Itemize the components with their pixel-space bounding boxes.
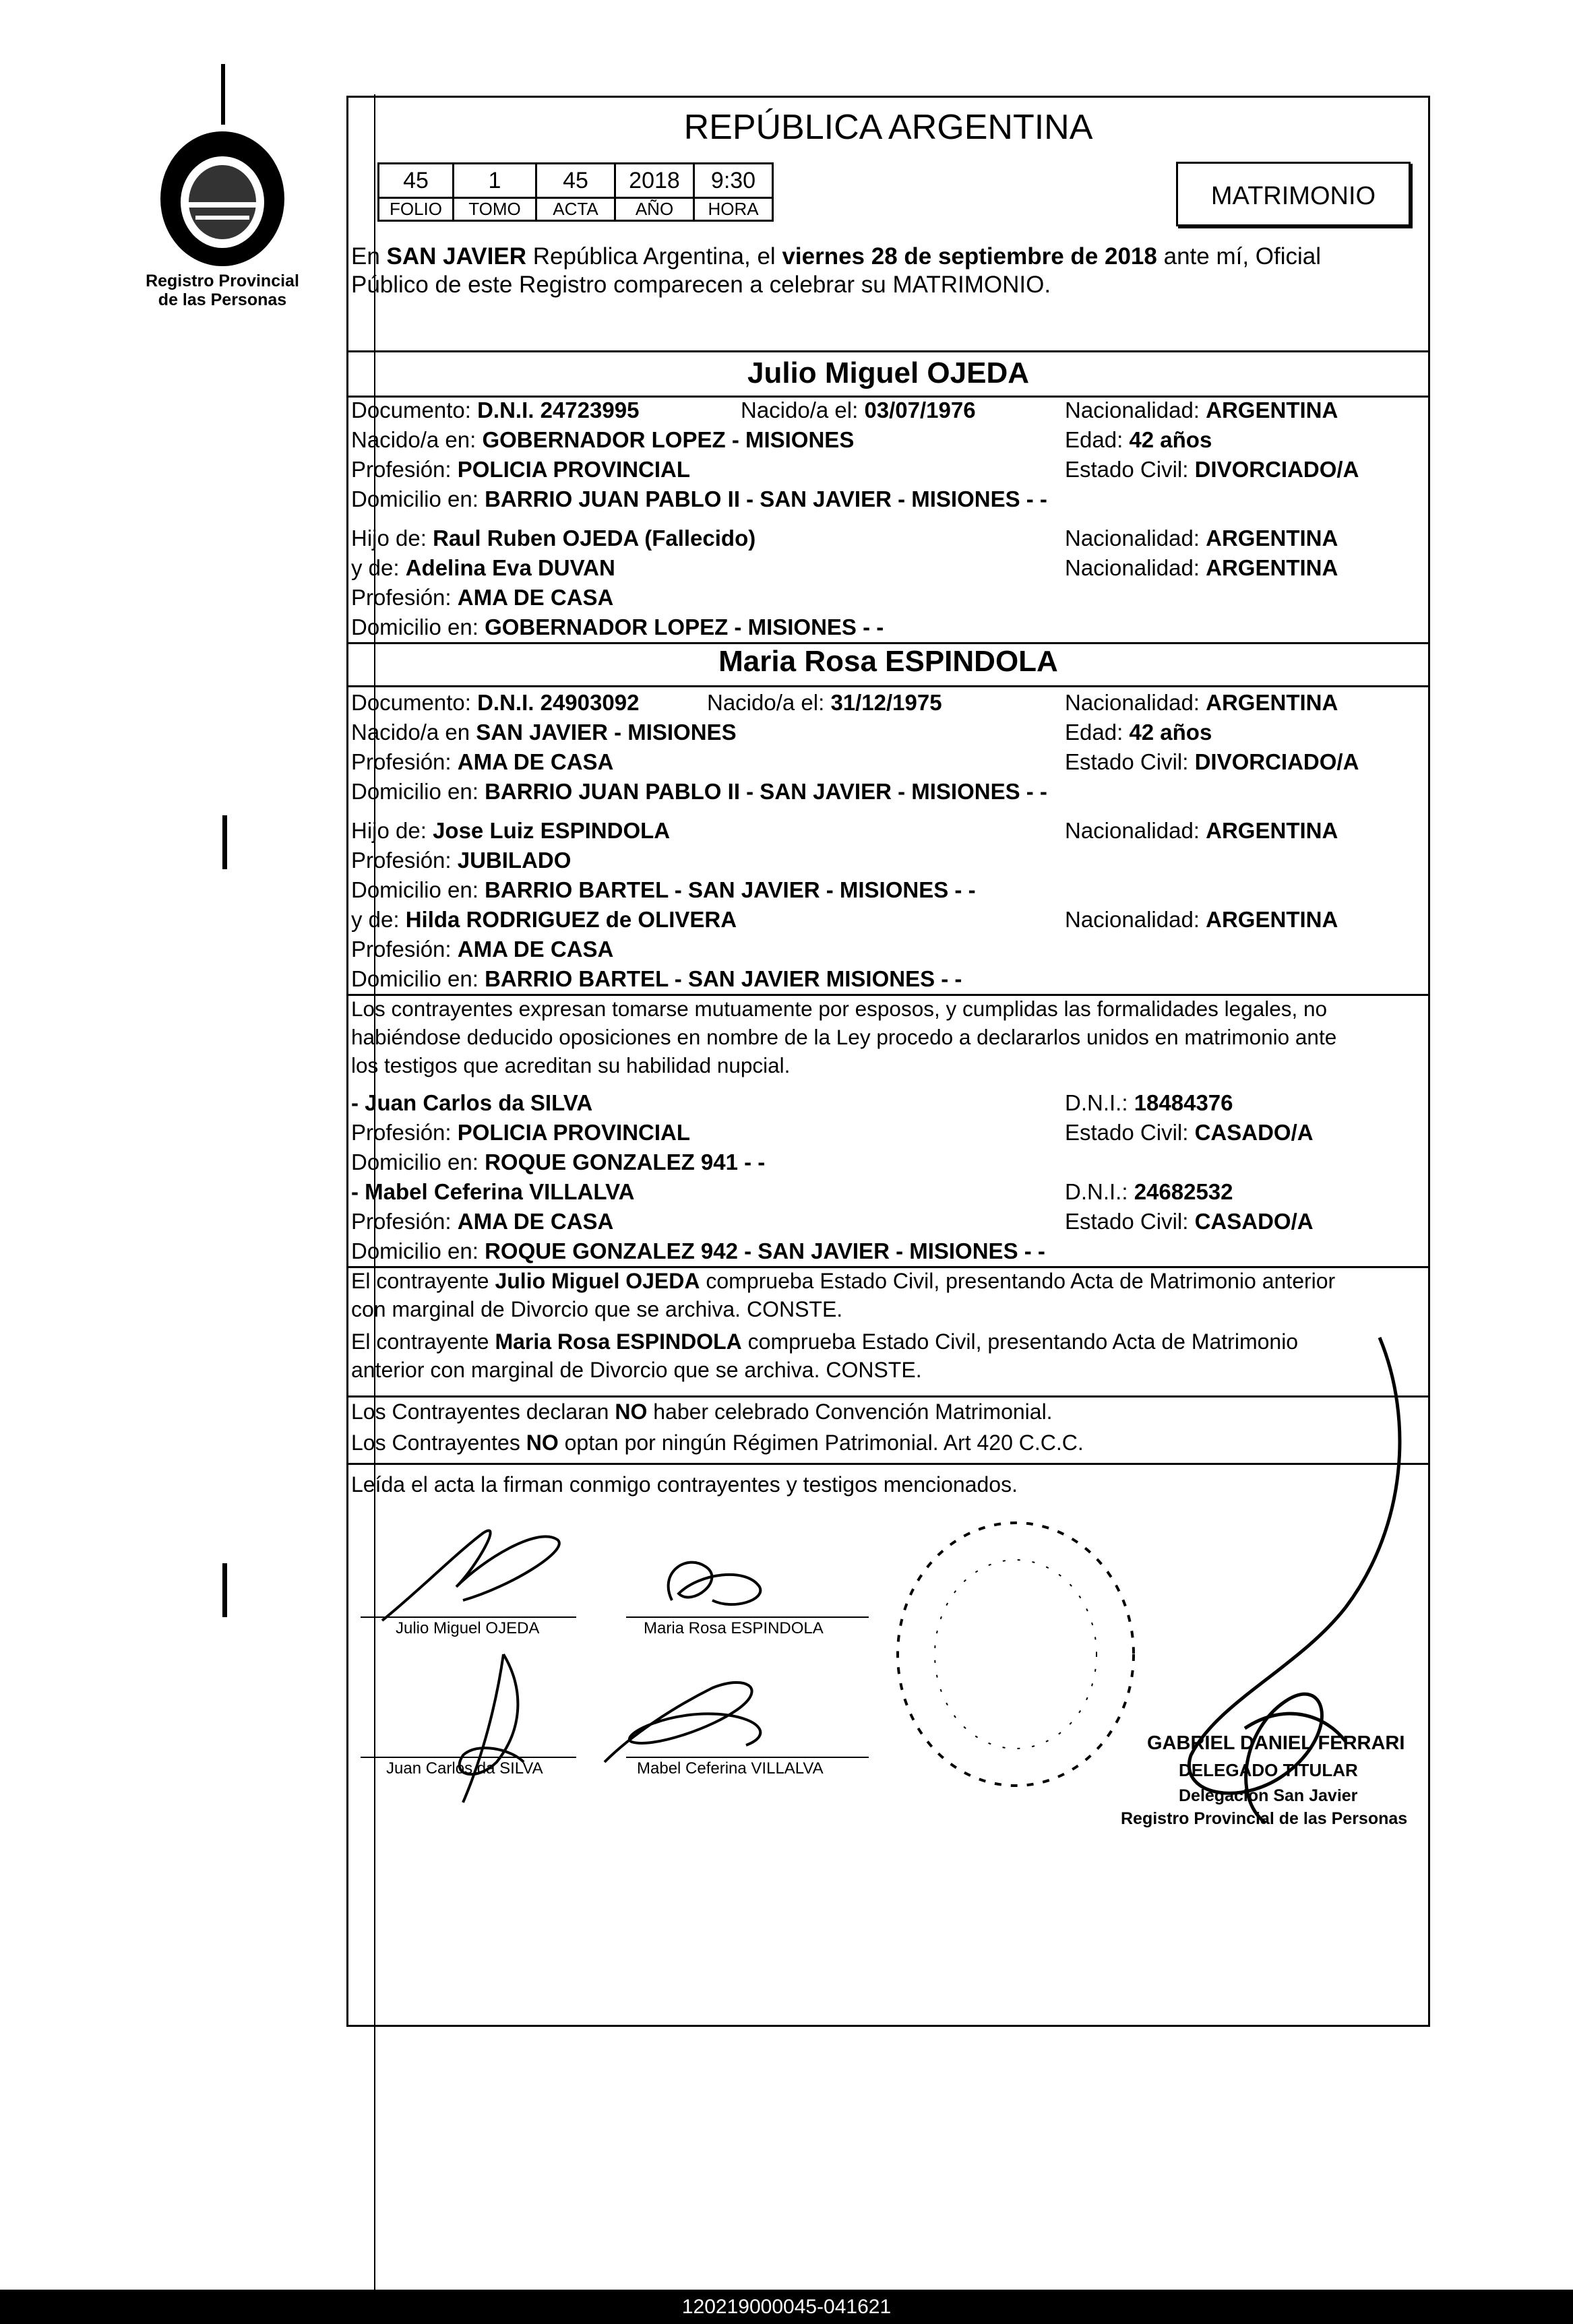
declaration-line3: los testigos que acreditan su habilidad nupcial. — [351, 1053, 791, 1077]
spouse2-mother-addr: Domicilio en: BARRIO BARTEL - SAN JAVIER MISIONES - - — [351, 966, 962, 991]
intro-date: viernes 28 de septiembre de 2018 — [782, 243, 1157, 270]
official-title: DELEGADO TITULAR — [1179, 1760, 1358, 1780]
intro-place: SAN JAVIER — [386, 243, 527, 270]
spouse1-father: Hijo de: Raul Ruben OJEDA (Fallecido) — [351, 526, 756, 551]
registry-data-table — [377, 162, 774, 222]
spouse2-name: Maria Rosa ESPINDOLA — [718, 645, 1058, 678]
tomo-label: TOMO — [454, 198, 536, 221]
document-code: 120219000045-041621 — [0, 2290, 1573, 2324]
official-registry: Registro Provincial de las Personas — [1121, 1809, 1408, 1828]
spouse1-mother-prof: Profesión: AMA DE CASA — [351, 585, 614, 610]
spouse1-father-nat: Nacionalidad: ARGENTINA — [1065, 526, 1338, 551]
declaration-line1: Los contrayentes expresan tomarse mutuamente por esposos, y cumplidas las formalidades legales, no — [351, 997, 1328, 1021]
spouse1-addr: Domicilio en: BARRIO JUAN PABLO II - SAN JAVIER - MISIONES - - — [351, 486, 1047, 511]
witness1-civil: Estado Civil: CASADO/A — [1065, 1120, 1314, 1145]
signature-label-spouse1: Julio Miguel OJEDA — [396, 1619, 540, 1637]
spouse2-place: Nacido/a en SAN JAVIER - MISIONES — [351, 720, 737, 745]
signature-label-spouse2: Maria Rosa ESPINDOLA — [644, 1619, 824, 1637]
witness2-addr: Domicilio en: ROQUE GONZALEZ 942 - SAN JAVIER - MISIONES - - — [351, 1238, 1045, 1263]
signature-witness2 — [591, 1668, 807, 1769]
witness2-dni: D.N.I.: 24682532 — [1065, 1179, 1233, 1204]
spouse1-civil: Estado Civil: DIVORCIADO/A — [1065, 457, 1359, 482]
marriage-certificate — [346, 96, 1430, 2027]
declaration-line2: habiéndose deducido oposiciones en nombre de la Ley procedo a declararlos unidos en matrimonio ante — [351, 1025, 1337, 1049]
spouse2-nat: Nacionalidad: ARGENTINA — [1065, 690, 1338, 715]
regime-line2: Los Contrayentes NO optan por ningún Régimen Patrimonial. Art 420 C.C.C. — [351, 1431, 1084, 1455]
spouse2-civil: Estado Civil: DIVORCIADO/A — [1065, 749, 1359, 774]
year-value: 2018 — [615, 164, 694, 198]
witness2-name: - Mabel Ceferina VILLALVA — [351, 1179, 635, 1204]
spouse2-age: Edad: 42 años — [1065, 720, 1212, 745]
spouse1-place: Nacido/a en: GOBERNADOR LOPEZ - MISIONES — [351, 427, 855, 452]
hour-label: HORA — [694, 198, 773, 221]
spouse1-doc: Documento: D.N.I. 24723995 — [351, 398, 640, 422]
folio-label: FOLIO — [379, 198, 454, 221]
witness1-dni: D.N.I.: 18484376 — [1065, 1090, 1233, 1115]
witness2-civil: Estado Civil: CASADO/A — [1065, 1209, 1314, 1234]
certificate-type-box: MATRIMONIO — [1176, 162, 1411, 226]
page-title: REPÚBLICA ARGENTINA — [683, 108, 1093, 147]
year-label: AÑO — [615, 198, 694, 221]
spouse1-name: Julio Miguel OJEDA — [747, 356, 1030, 389]
spouse1-mother: y de: Adelina Eva DUVAN — [351, 555, 615, 580]
spouse1-nat: Nacionalidad: ARGENTINA — [1065, 398, 1338, 422]
signature-label-witness2: Mabel Ceferina VILLALVA — [637, 1759, 824, 1778]
official-name: GABRIEL DANIEL FERRARI — [1147, 1732, 1405, 1754]
folio-value: 45 — [379, 164, 454, 198]
spouse2-father-addr: Domicilio en: BARRIO BARTEL - SAN JAVIER - MISIONES - - — [351, 877, 976, 902]
spouse1-born: Nacido/a el: 03/07/1976 — [741, 398, 976, 422]
acta-label: ACTA — [536, 198, 615, 221]
spouse2-mother-prof: Profesión: AMA DE CASA — [351, 937, 614, 962]
stamp-circle-icon — [888, 1513, 1144, 1796]
intro-line1: En SAN JAVIER República Argentina, el viernes 28 de septiembre de 2018 ante mí, Oficial — [351, 243, 1322, 270]
spouse2-father-prof: Profesión: JUBILADO — [351, 848, 572, 873]
spouse2-mother-nat: Nacionalidad: ARGENTINA — [1065, 907, 1338, 932]
official-office: Delegación San Javier — [1179, 1786, 1358, 1805]
logo-caption-line1: Registro Provincial — [146, 272, 299, 290]
witness1-addr: Domicilio en: ROQUE GONZALEZ 941 - - — [351, 1150, 766, 1174]
note2-line2: anterior con marginal de Divorcio que se archiva. CONSTE. — [351, 1358, 922, 1382]
spouse2-prof: Profesión: AMA DE CASA — [351, 749, 614, 774]
spouse2-mother: y de: Hilda RODRIGUEZ de OLIVERA — [351, 907, 737, 932]
spouse2-addr: Domicilio en: BARRIO JUAN PABLO II - SAN JAVIER - MISIONES - - — [351, 779, 1047, 804]
signature-label-witness1: Juan Carlos da SILVA — [386, 1759, 543, 1778]
witness1-name: - Juan Carlos da SILVA — [351, 1090, 593, 1115]
official-stamp — [888, 1513, 1144, 1796]
note2-line1: El contrayente Maria Rosa ESPINDOLA comprueba Estado Civil, presentando Acta de Matrimonio — [351, 1329, 1299, 1354]
note1-line2: con marginal de Divorcio que se archiva. CONSTE. — [351, 1297, 843, 1321]
spouse2-born: Nacido/a el: 31/12/1975 — [707, 690, 942, 715]
regime-line1: Los Contrayentes declaran NO haber celebrado Convención Matrimonial. — [351, 1400, 1053, 1424]
hour-value: 9:30 — [694, 164, 773, 198]
witness1-prof: Profesión: POLICIA PROVINCIAL — [351, 1120, 691, 1145]
spouse1-prof: Profesión: POLICIA PROVINCIAL — [351, 457, 691, 482]
spouse2-father: Hijo de: Jose Luiz ESPINDOLA — [351, 818, 671, 843]
intro-line2: Público de este Registro comparecen a celebrar su MATRIMONIO. — [351, 272, 1051, 298]
spouse1-age: Edad: 42 años — [1065, 427, 1212, 452]
signature-witness1 — [423, 1647, 557, 1809]
closing-text: Leída el acta la firman conmigo contrayentes y testigos mencionados. — [351, 1472, 1018, 1497]
tomo-value: 1 — [454, 164, 536, 198]
spouse2-doc: Documento: D.N.I. 24903092 — [351, 690, 640, 715]
acta-value: 45 — [536, 164, 615, 198]
signature-spouse2 — [645, 1546, 780, 1621]
spouse1-mother-addr: Domicilio en: GOBERNADOR LOPEZ - MISIONES - - — [351, 615, 884, 639]
spouse1-mother-nat: Nacionalidad: ARGENTINA — [1065, 555, 1338, 580]
witness2-prof: Profesión: AMA DE CASA — [351, 1209, 614, 1234]
spouse2-father-nat: Nacionalidad: ARGENTINA — [1065, 818, 1338, 843]
logo-caption-line2: de las Personas — [158, 290, 287, 309]
note1-line1: El contrayente Julio Miguel OJEDA comprueba Estado Civil, presentando Acta de Matrimonio anterior — [351, 1269, 1336, 1293]
signature-spouse1 — [375, 1513, 578, 1627]
